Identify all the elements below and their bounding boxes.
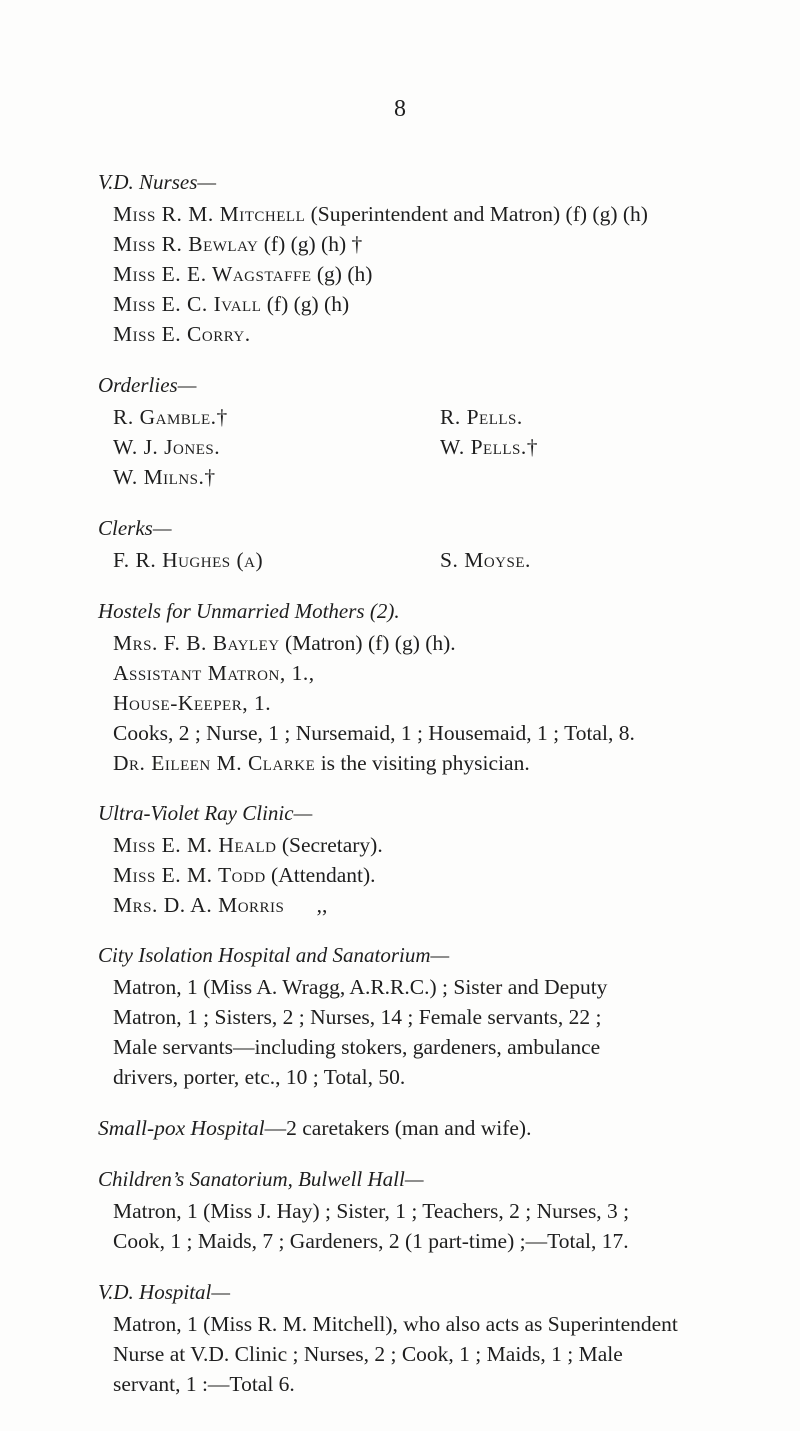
staff-role: (Secretary). <box>276 833 383 857</box>
nurse-line <box>113 290 349 318</box>
vd-hospital-line: servant, 1 :—Total 6. <box>113 1372 295 1396</box>
orderly-name: W. Milns.† <box>113 465 216 489</box>
assistant-matron-line: Assistant Matron, 1., <box>113 661 315 685</box>
clerk-name: S. Moyse. <box>440 548 531 572</box>
staff-role: (Attendant). <box>265 863 376 887</box>
clerk-name: F. R. Hughes (a) <box>113 548 264 572</box>
orderly-name: R. Gamble.† <box>113 405 228 429</box>
nurse-detail: (f) (g) (h) <box>261 292 350 316</box>
staff-name: Miss E. M. Heald <box>113 833 277 857</box>
matron-name: Mrs. F. B. Bayley <box>113 631 280 655</box>
vd-hospital-line: Matron, 1 (Miss R. M. Mitchell), who also acts as Superintendent <box>113 1312 678 1336</box>
nurse-detail: (f) (g) (h) † <box>258 232 363 256</box>
matron-detail: (Matron) (f) (g) (h). <box>279 631 456 655</box>
isolation-line: Male servants—including stokers, gardeners, ambulance <box>113 1035 601 1059</box>
clerks-heading: Clerks— <box>98 516 172 540</box>
staff-role: ,, <box>284 893 328 917</box>
house-keeper-line: House-Keeper, 1. <box>113 691 272 715</box>
nurse-name: Miss R. Bewlay <box>113 232 259 256</box>
smallpox-heading: Small-pox Hospital <box>98 1116 265 1140</box>
nurse-line <box>113 320 251 348</box>
hostels-heading: Hostels for Unmarried Mothers (2). <box>98 599 400 623</box>
smallpox-detail: —2 caretakers (man and wife). <box>264 1116 532 1140</box>
isolation-line: Matron, 1 (Miss A. Wragg, A.R.R.C.) ; Sister and Deputy <box>113 975 608 999</box>
nurse-detail: (g) (h) <box>311 262 373 286</box>
visiting-physician-line <box>113 749 530 777</box>
hostel-matron-line <box>113 629 456 657</box>
childrens-line: Cook, 1 ; Maids, 7 ; Gardeners, 2 (1 part-time) ;—Total, 17. <box>113 1229 629 1253</box>
isolation-heading: City Isolation Hospital and Sanatorium— <box>98 943 450 967</box>
orderlies-heading: Orderlies— <box>98 373 197 397</box>
childrens-line: Matron, 1 (Miss J. Hay) ; Sister, 1 ; Teachers, 2 ; Nurses, 3 ; <box>113 1199 630 1223</box>
nurse-line <box>113 230 362 258</box>
orderly-name: R. Pells. <box>440 405 523 429</box>
hostel-staff-line: Cooks, 2 ; Nurse, 1 ; Nursemaid, 1 ; Housemaid, 1 ; Total, 8. <box>113 721 635 745</box>
isolation-line: Matron, 1 ; Sisters, 2 ; Nurses, 14 ; Female servants, 22 ; <box>113 1005 602 1029</box>
vd-nurses-heading: V.D. Nurses— <box>98 170 217 194</box>
childrens-heading: Children’s Sanatorium, Bulwell Hall— <box>98 1167 424 1191</box>
nurse-line <box>113 200 648 228</box>
isolation-line: drivers, porter, etc., 10 ; Total, 50. <box>113 1065 406 1089</box>
orderly-name: W. J. Jones. <box>113 435 221 459</box>
physician-detail: is the visiting physician. <box>315 751 530 775</box>
staff-name: Miss E. M. Todd <box>113 863 266 887</box>
staff-name: Mrs. D. A. Morris <box>113 893 285 917</box>
vd-hospital-heading: V.D. Hospital— <box>98 1280 231 1304</box>
page-number: 8 <box>394 96 406 122</box>
smallpox-line <box>98 1114 531 1142</box>
uv-clinic-heading: Ultra-Violet Ray Clinic— <box>98 801 313 825</box>
uv-staff-line <box>113 831 383 859</box>
nurse-name: Miss E. Corry. <box>113 322 251 346</box>
nurse-name: Miss E. E. Wagstaffe <box>113 262 312 286</box>
nurse-line <box>113 260 372 288</box>
nurse-detail: (Superintendent and Matron) (f) (g) (h) <box>305 202 648 226</box>
nurse-name: Miss R. M. Mitchell <box>113 202 306 226</box>
uv-staff-line <box>113 891 327 919</box>
nurse-name: Miss E. C. Ivall <box>113 292 262 316</box>
orderly-name: W. Pells.† <box>440 435 538 459</box>
vd-hospital-line: Nurse at V.D. Clinic ; Nurses, 2 ; Cook, 1 ; Maids, 1 ; Male <box>113 1342 623 1366</box>
uv-staff-line <box>113 861 376 889</box>
physician-name: Dr. Eileen M. Clarke <box>113 751 316 775</box>
